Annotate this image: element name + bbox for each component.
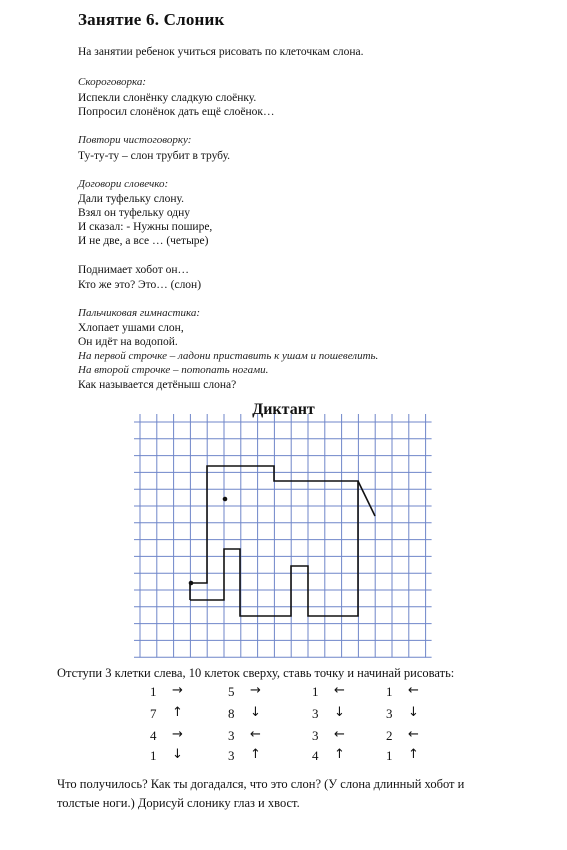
dictation-step xyxy=(228,706,288,726)
step-count: 3 xyxy=(312,728,319,743)
text-line: Ту-ту-ту – слон трубит в трубу. xyxy=(78,150,231,162)
elephant-eye xyxy=(223,497,228,502)
direction-arrow-icon: ← xyxy=(334,683,345,698)
dictation-step xyxy=(386,684,446,704)
direction-arrow-icon: → xyxy=(172,683,183,698)
step-count: 1 xyxy=(150,684,157,699)
direction-arrow-icon: ↓ xyxy=(334,705,345,720)
text-line: И сказал: - Нужны пошире, xyxy=(78,221,213,233)
step-count: 3 xyxy=(386,706,393,721)
direction-arrow-icon: ← xyxy=(334,727,345,742)
dictation-step xyxy=(150,728,210,748)
text-line: Поднимает хобот он… xyxy=(78,264,190,276)
direction-arrow-icon: → xyxy=(172,727,183,742)
text-line: Взял он туфельку одну xyxy=(78,207,190,219)
dictation-step xyxy=(386,728,446,748)
step-count: 1 xyxy=(386,684,393,699)
text-line: Дали туфельку слону. xyxy=(78,193,184,205)
step-count: 1 xyxy=(150,748,157,763)
step-count: 1 xyxy=(312,684,319,699)
dictation-step xyxy=(228,748,288,768)
step-count: 8 xyxy=(228,706,235,721)
footer-line: Что получилось? Как ты догадался, что это слон? (У слона длинный хобот и xyxy=(57,777,465,791)
dictation-step xyxy=(386,706,446,726)
direction-arrow-icon: ↑ xyxy=(334,747,345,762)
direction-arrow-icon: ← xyxy=(250,727,261,742)
footer-line: толстые ноги.) Дорисуй слонику глаз и хвост. xyxy=(57,796,300,810)
dictation-instruction: Отступи 3 клетки слева, 10 клеток сверху, ставь точку и начинай рисовать: xyxy=(57,666,455,680)
dictation-step xyxy=(150,706,210,726)
step-count: 2 xyxy=(386,728,393,743)
elephant-trunk xyxy=(358,481,375,516)
section-heading-chant: Повтори чистоговорку: xyxy=(78,134,192,146)
section-heading-finger-gym: Пальчиковая гимнастика: xyxy=(78,307,200,319)
start-point xyxy=(189,581,194,586)
elephant-drawing xyxy=(189,466,375,616)
step-count: 3 xyxy=(228,748,235,763)
dictation-step xyxy=(312,728,372,748)
direction-arrow-icon: ← xyxy=(408,727,419,742)
direction-arrow-icon: ↓ xyxy=(172,747,183,762)
step-count: 3 xyxy=(228,728,235,743)
direction-arrow-icon: ↓ xyxy=(250,705,261,720)
direction-arrow-icon: ↑ xyxy=(250,747,261,762)
text-line: Хлопает ушами слон, xyxy=(78,322,184,334)
gym-note: На второй строчке – потопать ногами. xyxy=(78,364,269,376)
dictation-step xyxy=(150,748,210,768)
step-count: 7 xyxy=(150,706,157,721)
dictation-step xyxy=(312,684,372,704)
section-heading-tongue-twister: Скороговорка: xyxy=(78,76,147,88)
step-count: 4 xyxy=(150,728,157,743)
direction-arrow-icon: ← xyxy=(408,683,419,698)
section-heading-finish-word: Договори словечко: xyxy=(78,178,169,190)
page-title: Занятие 6. Слоник xyxy=(78,10,225,29)
text-line: И не две, а все … (четыре) xyxy=(78,235,209,247)
step-count: 5 xyxy=(228,684,235,699)
direction-arrow-icon: ↑ xyxy=(172,705,183,720)
page-subtitle: На занятии ребенок учиться рисовать по клеточкам слона. xyxy=(78,46,364,58)
text-line: Он идёт на водопой. xyxy=(78,336,178,348)
grid-lines xyxy=(134,414,432,658)
direction-arrow-icon: → xyxy=(250,683,261,698)
dictation-step xyxy=(312,706,372,726)
step-count: 3 xyxy=(312,706,319,721)
dictation-title: Диктант xyxy=(252,401,315,418)
text-line: Кто же это? Это… (слон) xyxy=(78,279,202,291)
dictation-step xyxy=(228,728,288,748)
gym-note: На первой строчке – ладони приставить к ушам и пошевелить. xyxy=(78,350,379,362)
direction-arrow-icon: ↑ xyxy=(408,747,419,762)
dictation-step xyxy=(312,748,372,768)
text-line: Попросил слонёнок дать ещё слоёнок… xyxy=(78,106,275,118)
question-text: Как называется детёныш слона? xyxy=(78,379,237,391)
text-line: Испекли слонёнку сладкую слоёнку. xyxy=(78,92,257,104)
step-count: 1 xyxy=(386,748,393,763)
dictation-step xyxy=(228,684,288,704)
dictation-step xyxy=(386,748,446,768)
step-count: 4 xyxy=(312,748,319,763)
dictation-step xyxy=(150,684,210,704)
direction-arrow-icon: ↓ xyxy=(408,705,419,720)
